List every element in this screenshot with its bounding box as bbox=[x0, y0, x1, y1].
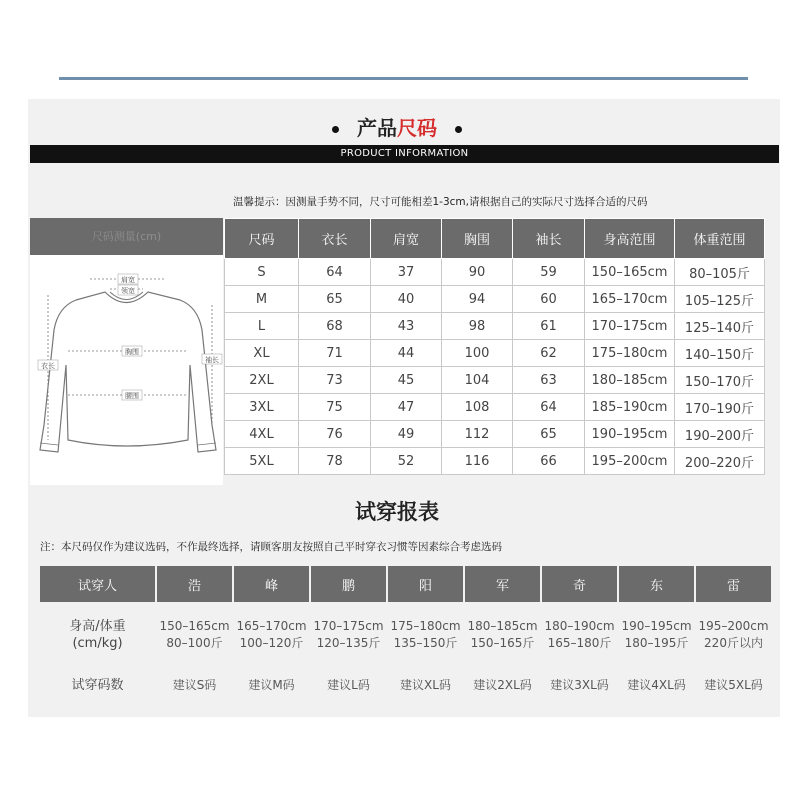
size-table-cell: XL bbox=[225, 340, 299, 367]
sleeve-label: 袖长 bbox=[205, 356, 219, 364]
size-table-cell: 165–170cm bbox=[585, 286, 675, 313]
size-table-cell: 200–220斤 bbox=[675, 448, 765, 475]
fit-height-value: 170–175cm bbox=[313, 619, 384, 633]
diagram-header: 尺码测量(cm) bbox=[30, 218, 223, 255]
fit-report-title: 试穿报表 bbox=[355, 500, 439, 524]
size-table-cell: 3XL bbox=[225, 394, 299, 421]
fit-size-cell: 建议S码 bbox=[172, 677, 217, 692]
fit-weight-value: 120–135斤 bbox=[316, 636, 381, 650]
fit-person-header: 阳 bbox=[387, 565, 464, 603]
fit-height-value: 175–180cm bbox=[390, 619, 461, 633]
fit-person-header: 雷 bbox=[695, 565, 772, 603]
size-table-cell: 116 bbox=[442, 448, 513, 475]
size-table-row bbox=[225, 340, 765, 367]
size-table-cell: 105–125斤 bbox=[675, 286, 765, 313]
size-table-cell: 185–190cm bbox=[585, 394, 675, 421]
fit-height-value: 180–190cm bbox=[544, 619, 615, 633]
size-table-cell: 4XL bbox=[225, 421, 299, 448]
size-table-cell: 65 bbox=[513, 421, 585, 448]
size-table-cell: 49 bbox=[371, 421, 442, 448]
fit-height-weight-cell bbox=[387, 603, 464, 666]
fit-report-note: 注：本尺码仅作为建议选码，不作最终选择，请顾客朋友按照自己平时穿衣习惯等因素综合考虑选码 bbox=[40, 541, 502, 553]
size-table-cell: 52 bbox=[371, 448, 442, 475]
fit-weight-value: 150–165斤 bbox=[470, 636, 535, 650]
height-col-header: 身高范围 bbox=[585, 219, 675, 259]
size-table-cell: 100 bbox=[442, 340, 513, 367]
size-table-cell: 44 bbox=[371, 340, 442, 367]
size-table-cell: M bbox=[225, 286, 299, 313]
fit-weight-value: 100–120斤 bbox=[239, 636, 304, 650]
fit-size-cell: 建议XL码 bbox=[400, 677, 451, 692]
size-table-cell: 80–105斤 bbox=[675, 259, 765, 286]
title-red: 尺码 bbox=[397, 116, 437, 140]
fit-height-value: 150–165cm bbox=[159, 619, 230, 633]
fit-report-table bbox=[38, 564, 773, 704]
fit-weight-value: 135–150斤 bbox=[393, 636, 458, 650]
shirt-outline bbox=[40, 292, 216, 452]
shoulder-label: 肩宽 bbox=[121, 276, 135, 284]
size-table-cell: 61 bbox=[513, 313, 585, 340]
size-table-cell: 98 bbox=[442, 313, 513, 340]
fit-height-value: 190–195cm bbox=[621, 619, 692, 633]
size-table-cell: 71 bbox=[299, 340, 371, 367]
sleeve-col-header: 袖长 bbox=[513, 219, 585, 259]
size-table-cell: 5XL bbox=[225, 448, 299, 475]
size-table-cell: 180–185cm bbox=[585, 367, 675, 394]
size-table-cell: 59 bbox=[513, 259, 585, 286]
fit-height-value: 195–200cm bbox=[698, 619, 769, 633]
size-table-cell: L bbox=[225, 313, 299, 340]
product-information-bar: PRODUCT INFORMATION bbox=[30, 145, 779, 163]
fit-person-header: 军 bbox=[464, 565, 541, 603]
size-table-row bbox=[225, 448, 765, 475]
fit-person-header: 鹏 bbox=[310, 565, 387, 603]
bullet-dot-icon bbox=[332, 126, 339, 133]
shirt-illustration bbox=[30, 255, 223, 485]
size-table-cell: 63 bbox=[513, 367, 585, 394]
size-table-cell: 78 bbox=[299, 448, 371, 475]
chest-label: 胸围 bbox=[125, 348, 139, 356]
size-table-row bbox=[225, 394, 765, 421]
size-table-cell: 190–195cm bbox=[585, 421, 675, 448]
size-table bbox=[224, 218, 765, 475]
fit-person-header: 东 bbox=[618, 565, 695, 603]
size-table-cell: 90 bbox=[442, 259, 513, 286]
bullet-dot-icon bbox=[455, 126, 462, 133]
fit-height-value: 180–185cm bbox=[467, 619, 538, 633]
size-table-cell: 2XL bbox=[225, 367, 299, 394]
waist-label: 腰围 bbox=[125, 392, 139, 400]
length-col-header: 衣长 bbox=[299, 219, 371, 259]
size-table-cell: 112 bbox=[442, 421, 513, 448]
fit-height-value: 165–170cm bbox=[236, 619, 307, 633]
size-table-cell: 195–200cm bbox=[585, 448, 675, 475]
height-weight-label-b: (cm/kg) bbox=[72, 636, 123, 651]
size-table-cell: 65 bbox=[299, 286, 371, 313]
page-title bbox=[0, 112, 794, 141]
collar-label: 领宽 bbox=[121, 287, 135, 295]
fit-size-cell: 建议4XL码 bbox=[627, 677, 686, 692]
fit-weight-value: 220斤以内 bbox=[704, 636, 763, 650]
size-table-cell: 94 bbox=[442, 286, 513, 313]
shoulder-col-header: 肩宽 bbox=[371, 219, 442, 259]
size-table-cell: 140–150斤 bbox=[675, 340, 765, 367]
tip-text: 温馨提示：因测量手势不同，尺寸可能相差1-3cm,请根据自己的实际尺寸选择合适的尺码 bbox=[233, 196, 648, 208]
size-table-header-row bbox=[225, 219, 765, 259]
size-table-cell: 40 bbox=[371, 286, 442, 313]
fit-height-weight-cell bbox=[156, 603, 233, 666]
size-col-header: 尺码 bbox=[225, 219, 299, 259]
top-divider-line bbox=[59, 77, 748, 80]
height-weight-label-a: 身高/体重 bbox=[69, 619, 126, 634]
size-table-cell: 64 bbox=[299, 259, 371, 286]
size-table-cell: 125–140斤 bbox=[675, 313, 765, 340]
size-table-cell: 75 bbox=[299, 394, 371, 421]
measurement-diagram bbox=[30, 218, 223, 485]
size-table-row bbox=[225, 286, 765, 313]
chest-col-header: 胸围 bbox=[442, 219, 513, 259]
size-table-cell: 170–175cm bbox=[585, 313, 675, 340]
fit-weight-value: 80–100斤 bbox=[166, 636, 223, 650]
fit-size-label: 试穿码数 bbox=[71, 677, 124, 693]
fit-weight-value: 165–180斤 bbox=[547, 636, 612, 650]
size-table-cell: 47 bbox=[371, 394, 442, 421]
fit-header-label: 试穿人 bbox=[39, 565, 156, 603]
height-weight-label bbox=[39, 603, 156, 666]
size-table-row bbox=[225, 259, 765, 286]
fit-height-weight-cell bbox=[464, 603, 541, 666]
size-table-row bbox=[225, 367, 765, 394]
fit-size-cell: 建议3XL码 bbox=[550, 677, 609, 692]
fit-height-weight-row bbox=[39, 603, 772, 666]
weight-col-header: 体重范围 bbox=[675, 219, 765, 259]
size-table-cell: 108 bbox=[442, 394, 513, 421]
fit-height-weight-cell bbox=[310, 603, 387, 666]
size-table-cell: 190–200斤 bbox=[675, 421, 765, 448]
fit-person-header: 奇 bbox=[541, 565, 618, 603]
size-table-cell: 175–180cm bbox=[585, 340, 675, 367]
size-table-cell: 60 bbox=[513, 286, 585, 313]
size-table-cell: 150–170斤 bbox=[675, 367, 765, 394]
size-table-cell: 170–190斤 bbox=[675, 394, 765, 421]
fit-header-row bbox=[39, 565, 772, 603]
size-table-cell: 68 bbox=[299, 313, 371, 340]
size-table-cell: 104 bbox=[442, 367, 513, 394]
size-table-cell: 150–165cm bbox=[585, 259, 675, 286]
size-table-cell: 73 bbox=[299, 367, 371, 394]
fit-size-cell: 建议2XL码 bbox=[473, 677, 532, 692]
fit-size-cell: 建议L码 bbox=[327, 677, 370, 692]
fit-size-cell: 建议M码 bbox=[248, 677, 295, 692]
size-table-row bbox=[225, 421, 765, 448]
size-table-cell: 43 bbox=[371, 313, 442, 340]
fit-size-cell: 建议5XL码 bbox=[704, 677, 763, 692]
fit-height-weight-cell bbox=[233, 603, 310, 666]
fit-height-weight-cell bbox=[541, 603, 618, 666]
size-table-cell: S bbox=[225, 259, 299, 286]
fit-person-header: 峰 bbox=[233, 565, 310, 603]
length-label: 衣长 bbox=[41, 362, 55, 370]
fit-height-weight-cell bbox=[695, 603, 772, 666]
fit-size-row bbox=[39, 666, 772, 704]
size-table-cell: 64 bbox=[513, 394, 585, 421]
fit-height-weight-cell bbox=[618, 603, 695, 666]
size-table-cell: 66 bbox=[513, 448, 585, 475]
fit-person-header: 浩 bbox=[156, 565, 233, 603]
fit-weight-value: 180–195斤 bbox=[624, 636, 689, 650]
size-table-row bbox=[225, 313, 765, 340]
size-table-cell: 37 bbox=[371, 259, 442, 286]
size-table-cell: 62 bbox=[513, 340, 585, 367]
size-table-cell: 76 bbox=[299, 421, 371, 448]
title-dark: 产品 bbox=[357, 116, 397, 140]
size-table-cell: 45 bbox=[371, 367, 442, 394]
